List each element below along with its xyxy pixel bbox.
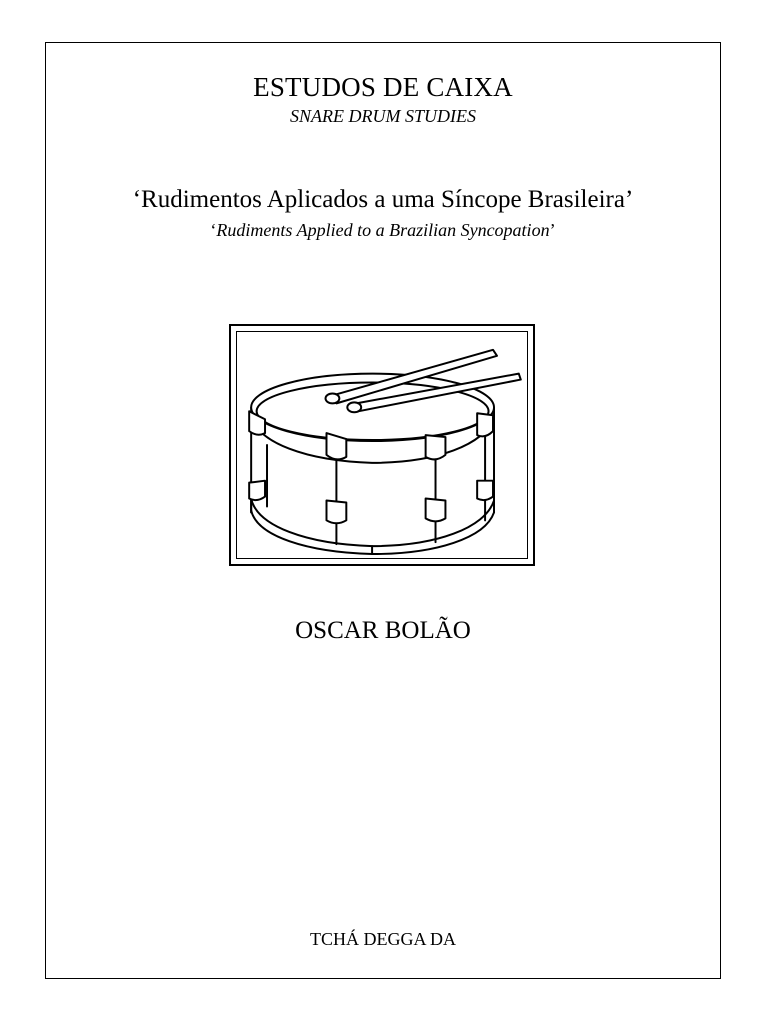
snare-drum-with-sticks-icon — [237, 332, 527, 558]
work-subtitle-open-quote: ‘ — [210, 220, 217, 240]
work-title: ‘Rudimentos Aplicados a uma Síncope Brasileira’ — [132, 186, 634, 213]
work-subtitle — [45, 220, 721, 241]
illustration-inner-frame — [236, 331, 528, 559]
cover-subtitle: SNARE DRUM STUDIES — [290, 106, 476, 126]
author-name: OSCAR BOLÃO — [295, 617, 471, 644]
work-subtitle-close-quote: ’ — [549, 220, 556, 240]
work-subtitle-text: Rudiments Applied to a Brazilian Syncopation — [216, 220, 550, 240]
illustration-frame — [229, 324, 535, 566]
cover-title: ESTUDOS DE CAIXA — [253, 72, 513, 102]
publisher-name: TCHÁ DEGGA DA — [310, 929, 456, 949]
